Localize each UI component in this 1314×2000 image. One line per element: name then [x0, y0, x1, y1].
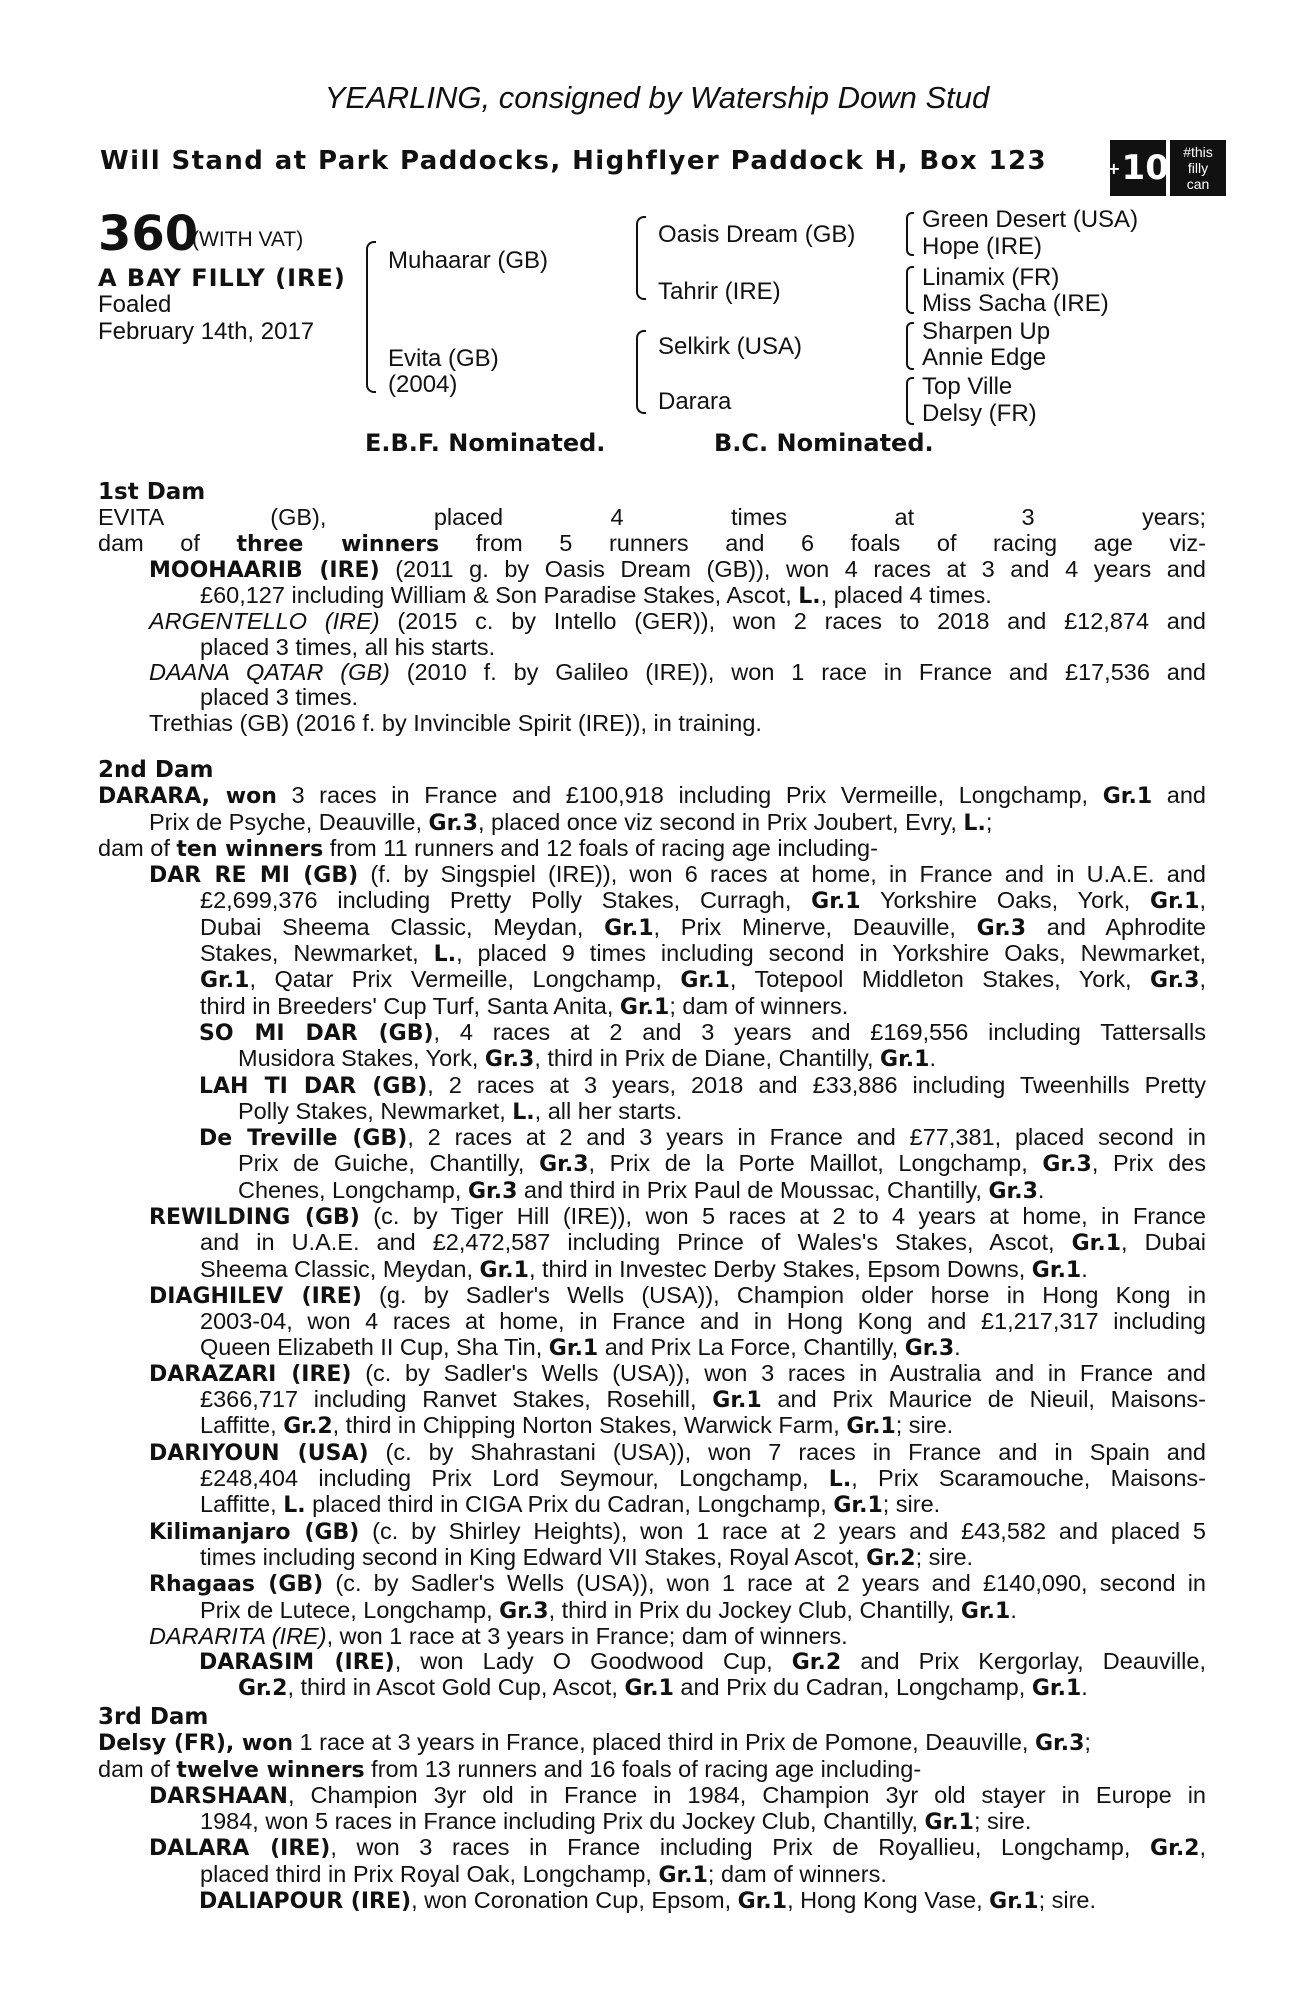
- first-dam-progeny-summary: dam of three winners from 5 runners and 6 foals of racing age viz-: [98, 529, 1206, 557]
- g3-8: Delsy (FR): [922, 400, 1037, 427]
- progeny-kilimanjaro: Kilimanjaro (GB) (c. by Shirley Heights), won 1 race at 2 years and £43,582 and placed 5 times including second in King Edward VII Stakes, Royal Ascot, Gr.2; sire.: [149, 1517, 1206, 1571]
- g3-6: Annie Edge: [922, 344, 1047, 371]
- grandprogeny-so-mi-dar: SO MI DAR (GB), 4 races at 2 and 3 years and £169,556 including Tattersalls Musidora Stakes, York, Gr.3, third in Prix de Diane, Chantilly, Gr.1.: [199, 1018, 1206, 1073]
- sire-dam: Tahrir (IRE): [658, 278, 781, 305]
- progeny-dar-re-mi: DAR RE MI (GB) (f. by Singspiel (IRE)), won 6 races at home, in France and in U.A.E. and £2,699,376 including Pretty Polly Stakes, Curragh, Gr.1 Yorkshire Oaks, York, Gr.1, Dubai Sheema Classic, Meydan, Gr.1, Prix Minerve, Deauville, Gr.3 and Aphrodite Stakes, Newmarket, L., placed 9 times including second in Yorkshire Oaks, Newmarket, Gr.1, Qatar Prix Vermeille, Longchamp, Gr.1, Totepool Middleton Stakes, York, Gr.3, third in Breeders' Cup Turf, Santa Anita, Gr.1; dam of winners.: [149, 861, 1206, 1020]
- sire: Muhaarar (GB): [388, 247, 549, 274]
- progeny-darshaan: DARSHAAN, Champion 3yr old in France in 1984, Champion 3yr old stayer in Europe in 1984, won 5 races in France including Prix du Jockey Club, Chantilly, Gr.1; sire.: [149, 1781, 1206, 1836]
- badge-line-2: filly: [1187, 160, 1209, 176]
- progeny-rhagaas: Rhagaas (GB) (c. by Sadler's Wells (USA)), won 1 race at 2 years and £140,090, second in Prix de Lutece, Longchamp, Gr.3, third in Prix du Jockey Club, Chantilly, Gr.1.: [149, 1570, 1206, 1624]
- this-filly-can-badge-icon: [1170, 140, 1226, 196]
- pedigree-brace-1: [366, 241, 376, 393]
- foaled-date: February 14th, 2017: [98, 318, 315, 345]
- g3-1: Green Desert (USA): [922, 206, 1139, 233]
- progeny-trethias: Trethias (GB) (2016 f. by Invincible Spirit (IRE)), in training.: [149, 709, 762, 736]
- pedigree-brace-6: [906, 322, 914, 370]
- first-dam-heading: 1st Dam: [98, 479, 206, 505]
- horse-description: A BAY FILLY (IRE): [98, 264, 346, 292]
- pedigree-brace-5: [906, 266, 914, 314]
- foaled-label: Foaled: [98, 291, 172, 318]
- progeny-diaghilev: DIAGHILEV (IRE) (g. by Sadler's Wells (USA)), Champion older horse in Hong Kong in 2003-04, won 4 races at home, in France and in Hong Kong and £1,217,317 including Queen Elizabeth II Cup, Sha Tin, Gr.1 and Prix La Force, Chantilly, Gr.3.: [149, 1281, 1207, 1361]
- g3-7: Top Ville: [922, 373, 1013, 400]
- second-dam-section: 2nd Dam DARARA, won 3 races in France and £100,918 including Prix Vermeille, Longchamp, Gr.1 and Prix de Psyche, Deauville, Gr.3, placed once viz second in Prix Joubert, Evry, L.; dam of ten winners from 11 runners and 12 foals of racing age including- DAR RE MI (GB) (f. by Singspiel (IRE)), won 6 races at home, in France and in U.A.E. and £2,699,376 including Pretty Polly Stakes, Curragh, Gr.1 Yorkshire Oaks, York, Gr.1, Dubai Sheema Classic, Meydan, Gr.1, Prix Minerve, Deauville, Gr.3 and Aphrodite Stakes, Newmarket, L., placed 9 times including second in Yorkshire Oaks, Newmarket, Gr.1, Qatar Prix Vermeille, Longchamp, Gr.1, Totepool Middleton Stakes, York, Gr.3, third in Breeders' Cup Turf, Santa Anita, Gr.1; dam of winners. SO MI DAR (GB), 4 races at 2 and 3 years and £169,556 including Tattersalls Musidora Stakes, York, Gr.3, third in Prix de Diane, Chantilly, Gr.1. LAH TI DAR (GB), 2 races at 3 years, 2018 and £33,886 including Tweenhills Pretty Polly Stakes, Newmarket, L., all her starts. De Treville (GB), 2 races at 2 and 3 years in France and £77,381, placed second in Prix de Guiche, Chantilly, Gr.3, Prix de la Porte Maillot, Longchamp, Gr.3, Prix des Chenes, Longchamp, Gr.3 and third in Prix Paul de Moussac, Chantilly, Gr.3. REWILDING (GB) (c. by Tiger Hill (IRE)), won 5 races at 2 to 4 years at home, in France and in U.A.E. and £2,472,587 including Prince of Wales's Stakes, Ascot, Gr.1, Dubai Sheema Classic, Meydan, Gr.1, third in Investec Derby Stakes, Epsom Downs, Gr.1. DIAGHILEV (IRE) (g. by Sadler's Wells (USA)), Champion older horse in Hong Kong in 2003-04, won 4 races at home, in France and in Hong Kong and £1,217,317 including Queen Elizabeth II Cup, Sha Tin, Gr.1 and Prix La Force, Chantilly, Gr.3. DARAZARI (IRE) (c. by Sadler's Wells (USA)), won 3 races in Australia and in France and £366,717 including Ranvet Stakes, Rosehill, Gr.1 and Prix Maurice de Nieuil, Maisons- Laffitte, Gr.2, third in Chipping Norton Stakes, Warwick Farm, Gr.1; sire. DARIYOUN (USA) (c. by Shahrastani (USA)), won 7 races in France and in Spain and £248,404 including Prix Lord Seymour, Longchamp, L., Prix Scaramouche, Maisons- Laffitte, L. placed third in CIGA Prix du Cadran, Longchamp, Gr.1; sire. Kilimanjaro (GB) (c. by Shirley Heights), won 1 race at 2 years and £43,582 and placed 5 times including second in King Edward VII Stakes, Royal Ascot, Gr.2; sire. Rhagaas (GB) (c. by Sadler's Wells (USA)), won 1 race at 2 years and £140,090, second in Prix de Lutece, Longchamp, Gr.3, third in Prix du Jockey Club, Chantilly, Gr.1. DARARITA (IRE), won 1 race at 3 years in France; dam of winners. DARASIM (IRE), won Lady O Goodwood Cup, Gr.2 and Prix Kergorlay, Deauville, Gr.2, third in Ascot Gold Cup, Ascot, Gr.1 and Prix du Cadran, Longchamp, Gr.1.: [98, 757, 1207, 1702]
- first-dam-section: [98, 480, 1206, 736]
- badge-line-3: can: [1186, 176, 1210, 192]
- ten-badge-label: 10: [1121, 148, 1169, 188]
- grandprogeny-lah-ti-dar: LAH TI DAR (GB), 2 races at 3 years, 2018 and £33,886 including Tweenhills Pretty Polly Stakes, Newmarket, L., all her starts.: [199, 1071, 1206, 1125]
- pedigree-brace-2: [636, 216, 646, 300]
- ebf-nomination: E.B.F. Nominated.: [365, 429, 606, 457]
- sire-sire: Oasis Dream (GB): [658, 221, 856, 248]
- ten-badge-icon: + 10: [1110, 140, 1166, 196]
- stand-location: Will Stand at Park Paddocks, Highflyer Paddock H, Box 123: [100, 146, 1048, 176]
- pedigree-brace-7: [906, 377, 914, 425]
- dam: Evita (GB): [388, 345, 499, 372]
- dam-dam: Darara: [658, 388, 732, 415]
- dam-sire: Selkirk (USA): [658, 333, 803, 360]
- grandprogeny-de-treville: De Treville (GB), 2 races at 2 and 3 years in France and £77,381, placed second in Prix de Guiche, Chantilly, Gr.3, Prix de la Porte Maillot, Longchamp, Gr.3, Prix des Chenes, Longchamp, Gr.3 and third in Prix Paul de Moussac, Chantilly, Gr.3.: [199, 1124, 1206, 1204]
- progeny-dalara: DALARA (IRE), won 3 races in France including Prix de Royallieu, Longchamp, Gr.2, placed third in Prix Royal Oak, Longchamp, Gr.1; dam of winners.: [149, 1834, 1207, 1888]
- g3-2: Hope (IRE): [922, 233, 1043, 260]
- progeny-darazari: DARAZARI (IRE) (c. by Sadler's Wells (USA)), won 3 races in Australia and in France and £366,717 including Ranvet Stakes, Rosehill, Gr.1 and Prix Maurice de Nieuil, Maisons- Laffitte, Gr.2, third in Chipping Norton Stakes, Warwick Farm, Gr.1; sire.: [149, 1359, 1206, 1440]
- progeny-moohaarib: MOOHAARIB (IRE) (2011 g. by Oasis Dream (GB)), won 4 races at 3 and 4 years and £60,127 including William & Son Paradise Stakes, Ascot, L., placed 4 times.: [149, 555, 1206, 610]
- g3-5: Sharpen Up: [922, 318, 1051, 345]
- progeny-rewilding: REWILDING (GB) (c. by Tiger Hill (IRE)), won 5 races at 2 to 4 years at home, in France and in U.A.E. and £2,472,587 including Prince of Wales's Stakes, Ascot, Gr.1, Dubai Sheema Classic, Meydan, Gr.1, third in Investec Derby Stakes, Epsom Downs, Gr.1.: [149, 1203, 1206, 1283]
- third-dam-heading: 3rd Dam: [98, 1704, 209, 1730]
- progeny-daana-qatar: DAANA QATAR (GB) (2010 f. by Galileo (IRE)), won 1 race in France and £17,536 and placed 3 times.: [149, 659, 1206, 711]
- dam-year: (2004): [388, 371, 458, 398]
- consignment-line: YEARLING, consigned by Watership Down Stud: [324, 80, 990, 115]
- grandprogeny-darasim: DARASIM (IRE), won Lady O Goodwood Cup, Gr.2 and Prix Kergorlay, Deauville, Gr.2, third in Ascot Gold Cup, Ascot, Gr.1 and Prix du Cadran, Longchamp, Gr.1.: [199, 1648, 1206, 1702]
- pedigree-brace-3: [636, 330, 646, 414]
- g3-4: Miss Sacha (IRE): [922, 290, 1109, 317]
- g3-3: Linamix (FR): [922, 264, 1060, 291]
- bc-nomination: B.C. Nominated.: [714, 429, 934, 457]
- badge-line-1: #this: [1183, 144, 1213, 160]
- lot-number: 360: [98, 206, 199, 262]
- progeny-dararita: DARARITA (IRE), won 1 race at 3 years in France; dam of winners.: [149, 1622, 848, 1649]
- vat-label: (WITH VAT): [192, 228, 304, 251]
- progeny-dariyoun: DARIYOUN (USA) (c. by Shahrastani (USA)), won 7 races in France and in Spain and £248,404 including Prix Lord Seymour, Longchamp, L., Prix Scaramouche, Maisons- Laffitte, L. placed third in CIGA Prix du Cadran, Longchamp, Gr.1; sire.: [149, 1438, 1206, 1519]
- second-dam-heading: 2nd Dam: [98, 757, 214, 783]
- grandprogeny-daliapour: DALIAPOUR (IRE), won Coronation Cup, Epsom, Gr.1, Hong Kong Vase, Gr.1; sire.: [199, 1887, 1097, 1915]
- progeny-argentello: ARGENTELLO (IRE) (2015 c. by Intello (GER)), won 2 races to 2018 and £12,874 and placed 3 times, all his starts.: [149, 608, 1206, 660]
- first-dam-intro: EVITA (GB), placed 4 times at 3 years;: [98, 504, 1206, 531]
- third-dam-section: 3rd Dam Delsy (FR), won 1 race at 3 years in France, placed third in Prix de Pomone, Deauville, Gr.3; dam of twelve winners from 13 runners and 16 foals of racing age including- DARSHAAN, Champion 3yr old in France in 1984, Champion 3yr old stayer in Europe in 1984, won 5 races in France including Prix du Jockey Club, Chantilly, Gr.1; sire. DALARA (IRE), won 3 races in France including Prix de Royallieu, Longchamp, Gr.2, placed third in Prix Royal Oak, Longchamp, Gr.1; dam of winners. DALIAPOUR (IRE), won Coronation Cup, Epsom, Gr.1, Hong Kong Vase, Gr.1; sire.: [98, 1704, 1207, 1915]
- pedigree-brace-4: [906, 212, 914, 256]
